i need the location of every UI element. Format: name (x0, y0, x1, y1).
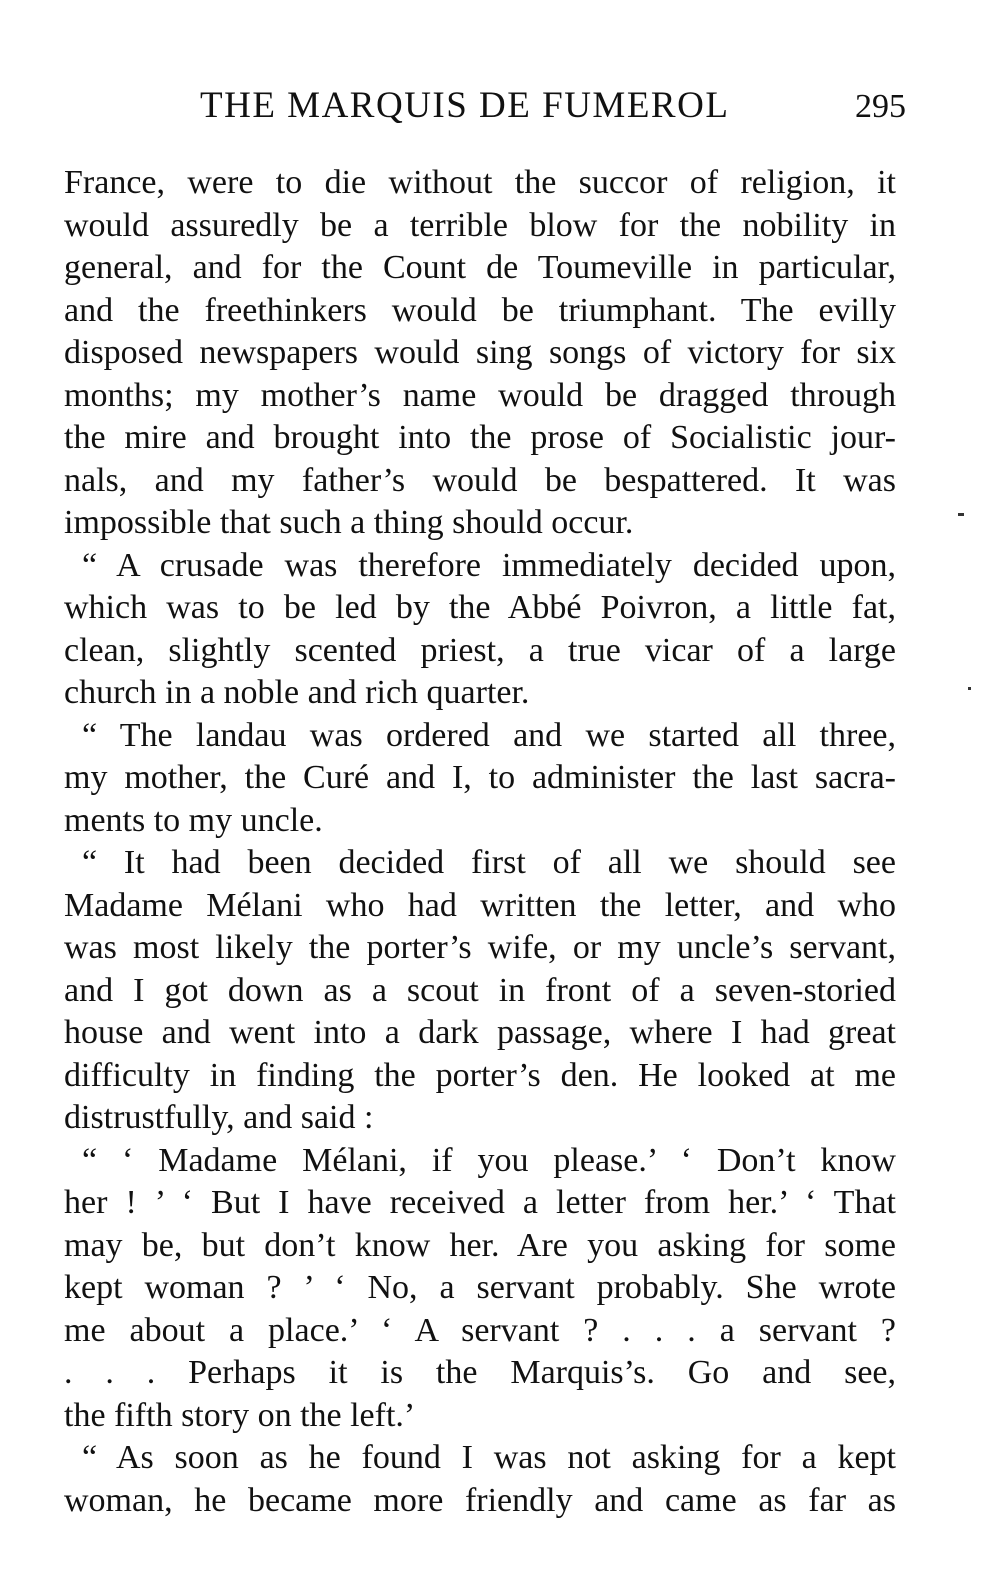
text-line: would assuredly be a terrible blow for the nobility in (64, 206, 896, 244)
text-line: France, were to die without the succor of religion, it (64, 164, 896, 201)
running-title: THE MARQUIS DE FUMEROL (200, 85, 730, 126)
text-line: my mother, the Curé and I, to administer the last sacra- (64, 759, 896, 796)
text-line: clean, slightly scented priest, a true vicar of a large (64, 631, 896, 669)
scan-speck (968, 687, 971, 690)
text-line: church in a noble and rich quarter. (64, 674, 530, 711)
page-number: 295 (855, 88, 906, 125)
paragraph-1-rest (64, 587, 896, 715)
paragraph-4 (64, 1140, 896, 1183)
text-line: ments to my uncle. (64, 801, 323, 839)
text-line: her ! ’ ‘ But I have received a letter from her.’ ‘ That (64, 1184, 896, 1221)
text-line: and I got down as a scout in front of a seven-storied (64, 971, 896, 1009)
paragraph-4-rest (64, 1182, 896, 1437)
text-line: “ A crusade was therefore immediately decided upon, (82, 546, 896, 584)
text-line: woman, he became more friendly and came as far as (64, 1481, 896, 1519)
text-line: “ It had been decided first of all we should see (82, 844, 896, 881)
text-line: and the freethinkers would be triumphant. The evilly (64, 291, 896, 329)
running-header (200, 84, 906, 136)
text-line: difficulty in finding the porter’s den. He looked at me (64, 1056, 896, 1094)
paragraph-2 (64, 715, 896, 758)
text-line: which was to be led by the Abbé Poivron, a little fat, (64, 589, 896, 626)
text-line: “ ‘ Madame Mélani, if you please.’ ‘ Don’t know (82, 1141, 896, 1179)
paragraph-5 (64, 1437, 896, 1480)
text-line: disposed newspapers would sing songs of victory for six (64, 334, 896, 371)
text-line: distrustfully, and said : (64, 1099, 374, 1136)
paragraph-5-rest (64, 1480, 896, 1523)
text-line: house and went into a dark passage, where I had great (64, 1014, 896, 1051)
text-line: “ As soon as he found I was not asking for a kept (82, 1439, 896, 1476)
scan-speck (958, 513, 964, 516)
paragraph-1 (64, 545, 896, 588)
paragraph-3-rest (64, 885, 896, 1140)
text-line: may be, but don’t know her. Are you asking for some (64, 1226, 896, 1264)
text-line: was most likely the porter’s wife, or my uncle’s servant, (64, 929, 896, 966)
text-line: the fifth story on the left.’ (64, 1396, 416, 1434)
text-line: the mire and brought into the prose of Socialistic jour- (64, 419, 896, 456)
text-line: nals, and my father’s would be bespattered. It was (64, 461, 896, 499)
text-line: . . . Perhaps it is the Marquis’s. Go and see, (64, 1354, 896, 1391)
text-line: Madame Mélani who had written the letter, and who (64, 886, 896, 924)
page-body (64, 162, 896, 1522)
text-line: “ The landau was ordered and we started all three, (82, 716, 896, 754)
paragraph-0 (64, 162, 896, 545)
text-line: me about a place.’ ‘ A servant ? . . . a servant ? (64, 1311, 896, 1349)
paragraph-2-rest (64, 757, 896, 842)
text-line: impossible that such a thing should occur. (64, 504, 634, 541)
text-line: months; my mother’s name would be dragged through (64, 376, 896, 414)
paragraph-3 (64, 842, 896, 885)
text-line: kept woman ? ’ ‘ No, a servant probably. She wrote (64, 1269, 896, 1306)
text-line: general, and for the Count de Toumeville in particular, (64, 249, 896, 286)
